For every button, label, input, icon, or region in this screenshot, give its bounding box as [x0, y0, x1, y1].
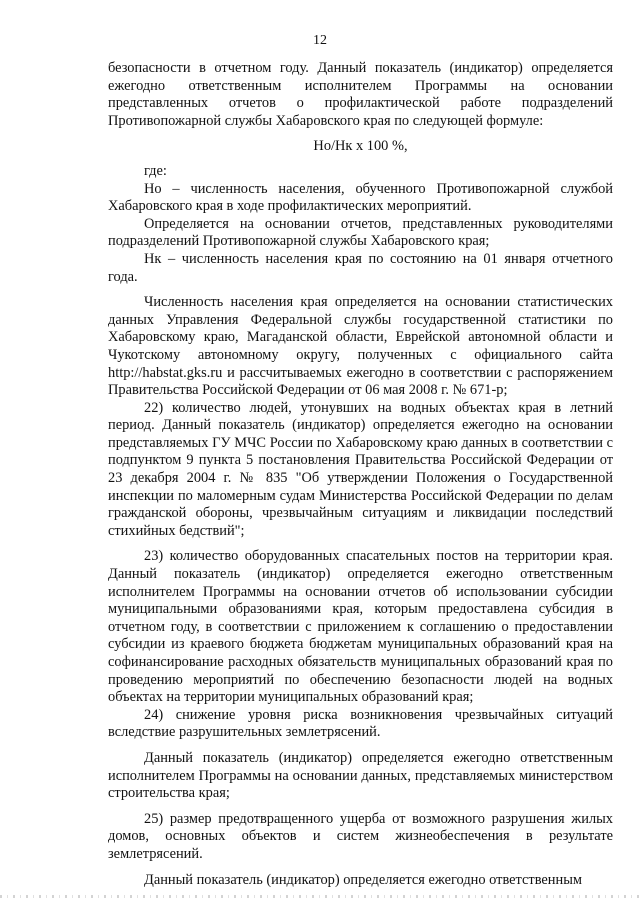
scan-edge-noise — [0, 895, 640, 898]
paragraph-item-25: 25) размер предотвращенного ущерба от возможного разрушения жилых домов, основных объектов и систем жизнеобеспечения в результате землетрясений. — [108, 810, 613, 862]
paragraph-item-23: 23) количество оборудованных спасательных постов на территории края. Данный показатель (индикатор) определяется ежегодно ответственным исполнителем Программы на основании отчетов об использовании субсидии муниципальными образованиями края, которым предоставлена субсидия в отчетном году, в соответствии с приложением к соглашению о предоставлении субсидии из краевого бюджета бюджетам муниципальных образований края на софинансирование расходных обязательств муниципальных образований края по проведению мероприятий по обеспечению безопасности людей на водных объектах на территории муниципальных образований края; — [108, 548, 613, 706]
document-body — [108, 60, 613, 889]
paragraph-continuation: безопасности в отчетном году. Данный показатель (индикатор) определяется ежегодно ответственным исполнителем Программы на основании представленных отчетов о профилактической работе подразделений Противопожарной службы Хабаровского края по следующей формуле: — [108, 60, 613, 129]
paragraph-item-25-indicator: Данный показатель (индикатор) определяется ежегодно ответственным — [144, 871, 582, 888]
paragraph-item-24: 24) снижение уровня риска возникновения чрезвычайных ситуаций вследствие разрушительных землетрясений. — [108, 706, 613, 741]
paragraph-no-source: Определяется на основании отчетов, представленных руководителями подразделений Противопожарной службы Хабаровского края; — [108, 215, 613, 250]
paragraph-no-definition: Но – численность населения, обученного Противопожарной службой Хабаровского края в ходе профилактических мероприятий. — [108, 180, 613, 215]
paragraph-item-24-indicator: Данный показатель (индикатор) определяется ежегодно ответственным исполнителем Программы на основании данных, представляемых министерством строительства края; — [108, 749, 613, 802]
paragraph-item-22: 22) количество людей, утонувших на водных объектах края в летний период. Данный показатель (индикатор) определяется ежегодно на основании представляемых ГУ МЧС России по Хабаровскому краю данных в соответствии с подпунктом 9 пункта 5 постановления Правительства Российской Федерации от 23 декабря 2004 г. № 835 "Об утверждении Положения о Государственной инспекции по маломерным судам Министерства Российской Федерации по делам гражданской обороны, чрезвычайным ситуациям и ликвидации последствий стихийных бедствий"; — [108, 399, 613, 539]
paragraph-where: где: — [144, 162, 167, 179]
paragraph-nk-definition: Нк – численность населения края по состоянию на 01 января отчетного года. — [108, 250, 613, 285]
formula: Но/Нк х 100 %, — [313, 138, 408, 155]
page-number: 12 — [313, 33, 327, 48]
paragraph-population-source: Численность населения края определяется на основании статистических данных Управления Федеральной службы государственной статистики по Хабаровскому краю, Магаданской области, Еврейской автономной области и Чукотскому автономному округу, полученных с официального сайта http://habstat.gks.ru и рассчитываемых ежегодно в соответствии с распоряжением Правительства Российской Федерации от 06 мая 2008 г. № 671-р; — [108, 294, 613, 399]
